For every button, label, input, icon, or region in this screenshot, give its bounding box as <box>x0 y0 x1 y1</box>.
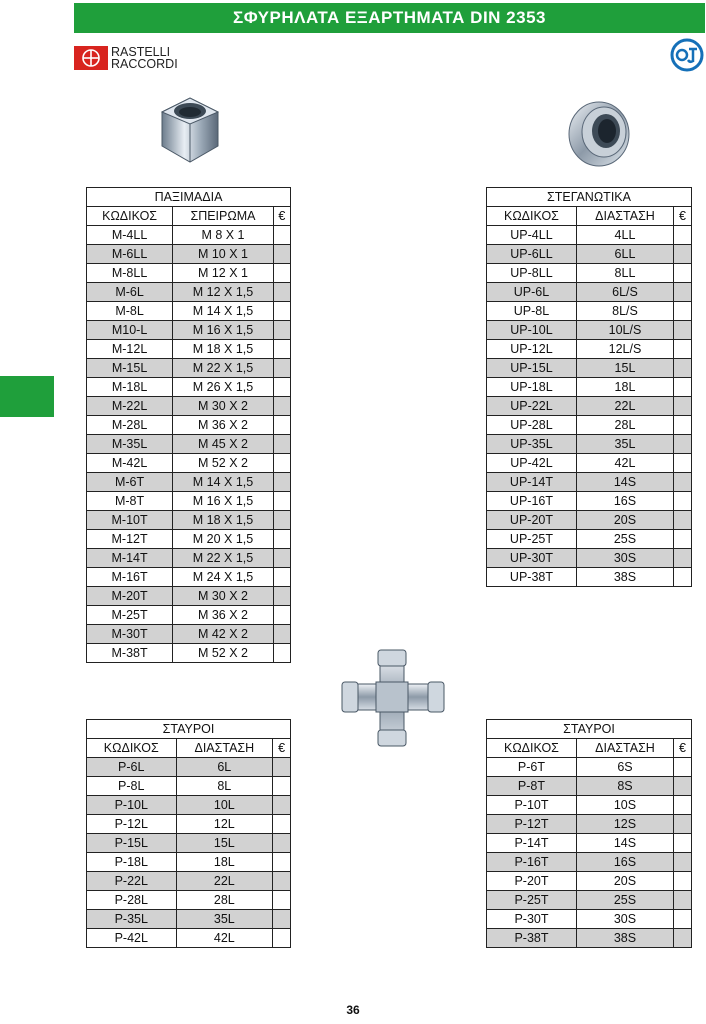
table-row <box>487 321 692 340</box>
seals-table <box>486 187 692 587</box>
part-size-cell: 42L <box>576 454 673 473</box>
part-size-cell: 22L <box>576 397 673 416</box>
table-row <box>487 853 692 872</box>
part-size-cell: 8S <box>576 777 673 796</box>
table-row <box>87 606 291 625</box>
part-size-cell: M 12 X 1,5 <box>173 283 274 302</box>
price-cell <box>674 511 692 530</box>
table-row <box>487 397 692 416</box>
price-cell <box>674 359 692 378</box>
price-cell <box>674 492 692 511</box>
table-row <box>87 435 291 454</box>
crosses-s-table <box>486 719 692 948</box>
part-size-cell: 25S <box>576 530 673 549</box>
part-size-cell: 35L <box>576 435 673 454</box>
price-cell <box>674 815 692 834</box>
part-size-cell: M 8 X 1 <box>173 226 274 245</box>
part-code-cell: UP-18L <box>487 378 577 397</box>
part-code-cell: UP-15L <box>487 359 577 378</box>
part-code-cell: M-38T <box>87 644 173 663</box>
price-cell <box>674 568 692 587</box>
table-row <box>87 321 291 340</box>
table-row <box>487 815 692 834</box>
price-cell <box>273 568 290 587</box>
table-row <box>87 511 291 530</box>
table-row <box>487 834 692 853</box>
price-cell <box>674 435 692 454</box>
price-cell <box>674 264 692 283</box>
part-size-cell: 12L/S <box>576 340 673 359</box>
part-code-cell: UP-20T <box>487 511 577 530</box>
part-size-cell: 8L/S <box>576 302 673 321</box>
part-code-cell: P-18L <box>87 853 177 872</box>
part-size-cell: 20S <box>576 872 673 891</box>
price-cell <box>674 378 692 397</box>
part-size-cell: M 45 X 2 <box>173 435 274 454</box>
brand-line-1: RASTELLI <box>111 45 171 59</box>
crosses-s-table-title: ΣΤΑΥΡΟΙ <box>487 720 692 739</box>
part-size-cell: M 30 X 2 <box>173 587 274 606</box>
part-size-cell: 14S <box>576 473 673 492</box>
part-size-cell: 8LL <box>576 264 673 283</box>
seals-table-title: ΣΤΕΓΑΝΩΤΙΚΑ <box>487 188 692 207</box>
part-code-cell: UP-8L <box>487 302 577 321</box>
part-code-cell: UP-6LL <box>487 245 577 264</box>
price-cell <box>273 378 290 397</box>
part-size-cell: M 14 X 1,5 <box>173 302 274 321</box>
table-row <box>487 454 692 473</box>
table-row <box>87 473 291 492</box>
crosses-l-table-title: ΣΤΑΥΡΟΙ <box>87 720 291 739</box>
table-row <box>487 302 692 321</box>
table-row <box>87 549 291 568</box>
price-cell <box>273 340 290 359</box>
table-row <box>487 796 692 815</box>
part-size-cell: 38S <box>576 568 673 587</box>
part-code-cell: M-25T <box>87 606 173 625</box>
part-size-cell: 30S <box>576 910 673 929</box>
column-header: € <box>273 739 291 758</box>
part-size-cell: M 18 X 1,5 <box>173 511 274 530</box>
part-code-cell: P-14T <box>487 834 577 853</box>
part-code-cell: UP-14T <box>487 473 577 492</box>
price-cell <box>273 549 290 568</box>
part-code-cell: P-6L <box>87 758 177 777</box>
table-row <box>87 777 291 796</box>
price-cell <box>273 891 291 910</box>
price-cell <box>273 587 290 606</box>
price-cell <box>674 777 692 796</box>
table-row <box>487 511 692 530</box>
price-cell <box>674 530 692 549</box>
part-code-cell: M10-L <box>87 321 173 340</box>
part-code-cell: P-38T <box>487 929 577 948</box>
part-size-cell: M 16 X 1,5 <box>173 321 274 340</box>
table-row <box>87 872 291 891</box>
table-row <box>487 473 692 492</box>
part-size-cell: 38S <box>576 929 673 948</box>
part-size-cell: M 10 X 1 <box>173 245 274 264</box>
price-cell <box>674 340 692 359</box>
part-size-cell: M 26 X 1,5 <box>173 378 274 397</box>
table-row <box>487 891 692 910</box>
table-row <box>87 302 291 321</box>
part-size-cell: 6L/S <box>576 283 673 302</box>
part-code-cell: UP-30T <box>487 549 577 568</box>
table-row <box>87 587 291 606</box>
table-row <box>487 283 692 302</box>
table-row <box>87 796 291 815</box>
part-code-cell: M-12L <box>87 340 173 359</box>
price-cell <box>273 245 290 264</box>
table-row <box>487 910 692 929</box>
price-cell <box>273 302 290 321</box>
part-size-cell: 10L <box>176 796 273 815</box>
column-header: ΣΠΕΙΡΩΜΑ <box>173 207 274 226</box>
part-code-cell: M-28L <box>87 416 173 435</box>
price-cell <box>273 264 290 283</box>
price-cell <box>273 853 291 872</box>
part-size-cell: 8L <box>176 777 273 796</box>
part-code-cell: M-8LL <box>87 264 173 283</box>
part-code-cell: P-42L <box>87 929 177 948</box>
brand-mark-icon <box>74 46 108 70</box>
part-size-cell: M 36 X 2 <box>173 416 274 435</box>
part-code-cell: P-20T <box>487 872 577 891</box>
column-header: ΚΩΔΙΚΟΣ <box>87 739 177 758</box>
hex-nut-image <box>154 84 226 168</box>
part-size-cell: M 52 X 2 <box>173 644 274 663</box>
brand-logo <box>74 44 194 72</box>
part-size-cell: M 42 X 2 <box>173 625 274 644</box>
table-row <box>87 226 291 245</box>
part-size-cell: 42L <box>176 929 273 948</box>
part-size-cell: 30S <box>576 549 673 568</box>
part-size-cell: 18L <box>176 853 273 872</box>
page-number: 36 <box>346 1003 360 1017</box>
column-header: € <box>674 739 692 758</box>
part-size-cell: 20S <box>576 511 673 530</box>
part-size-cell: 28L <box>576 416 673 435</box>
part-code-cell: M-42L <box>87 454 173 473</box>
crosses-l-table <box>86 719 291 948</box>
price-cell <box>674 929 692 948</box>
table-row <box>487 435 692 454</box>
part-code-cell: P-22L <box>87 872 177 891</box>
part-code-cell: UP-4LL <box>487 226 577 245</box>
part-code-cell: UP-38T <box>487 568 577 587</box>
table-row <box>487 340 692 359</box>
price-cell <box>674 454 692 473</box>
price-cell <box>674 853 692 872</box>
table-row <box>87 264 291 283</box>
part-size-cell: 16S <box>576 853 673 872</box>
part-code-cell: P-6T <box>487 758 577 777</box>
table-row <box>87 283 291 302</box>
sealing-ring-image <box>560 92 638 170</box>
part-size-cell: 22L <box>176 872 273 891</box>
part-code-cell: M-22L <box>87 397 173 416</box>
part-size-cell: 25S <box>576 891 673 910</box>
brand-line-2: RACCORDI <box>111 57 178 71</box>
price-cell <box>273 435 290 454</box>
table-row <box>87 359 291 378</box>
part-code-cell: M-18L <box>87 378 173 397</box>
part-size-cell: M 52 X 2 <box>173 454 274 473</box>
column-header: ΔΙΑΣΤΑΣΗ <box>576 739 673 758</box>
column-header: € <box>674 207 692 226</box>
price-cell <box>674 834 692 853</box>
price-cell <box>674 910 692 929</box>
part-size-cell: M 30 X 2 <box>173 397 274 416</box>
part-code-cell: M-16T <box>87 568 173 587</box>
part-size-cell: M 24 X 1,5 <box>173 568 274 587</box>
table-row <box>487 568 692 587</box>
part-code-cell: M-6LL <box>87 245 173 264</box>
table-row <box>487 549 692 568</box>
cross-fitting-image <box>340 648 446 750</box>
part-code-cell: P-15L <box>87 834 177 853</box>
part-code-cell: UP-35L <box>487 435 577 454</box>
table-row <box>87 340 291 359</box>
price-cell <box>674 549 692 568</box>
part-code-cell: M-35L <box>87 435 173 454</box>
price-cell <box>273 226 290 245</box>
price-cell <box>273 492 290 511</box>
part-code-cell: M-6T <box>87 473 173 492</box>
table-row <box>87 929 291 948</box>
price-cell <box>674 397 692 416</box>
part-code-cell: P-12T <box>487 815 577 834</box>
table-row <box>487 929 692 948</box>
part-code-cell: UP-6L <box>487 283 577 302</box>
price-cell <box>674 245 692 264</box>
price-cell <box>674 416 692 435</box>
part-code-cell: UP-28L <box>487 416 577 435</box>
table-row <box>487 872 692 891</box>
part-code-cell: P-25T <box>487 891 577 910</box>
price-cell <box>674 321 692 340</box>
price-cell <box>674 226 692 245</box>
table-row <box>487 359 692 378</box>
part-code-cell: P-10T <box>487 796 577 815</box>
table-row <box>87 853 291 872</box>
table-row <box>487 378 692 397</box>
part-code-cell: M-8L <box>87 302 173 321</box>
part-code-cell: M-30T <box>87 625 173 644</box>
part-size-cell: 12L <box>176 815 273 834</box>
column-header: ΚΩΔΙΚΟΣ <box>487 207 577 226</box>
table-row <box>87 397 291 416</box>
table-row <box>87 568 291 587</box>
price-cell <box>273 815 291 834</box>
price-cell <box>273 359 290 378</box>
part-code-cell: M-10T <box>87 511 173 530</box>
table-row <box>487 416 692 435</box>
table-row <box>487 530 692 549</box>
part-size-cell: 14S <box>576 834 673 853</box>
part-code-cell: M-4LL <box>87 226 173 245</box>
table-row <box>87 492 291 511</box>
column-header: € <box>273 207 290 226</box>
part-code-cell: UP-42L <box>487 454 577 473</box>
price-cell <box>273 511 290 530</box>
table-row <box>487 245 692 264</box>
price-cell <box>273 283 290 302</box>
section-tab <box>0 376 54 417</box>
part-size-cell: 18L <box>576 378 673 397</box>
part-size-cell: 6S <box>576 758 673 777</box>
price-cell <box>273 758 291 777</box>
part-size-cell: 4LL <box>576 226 673 245</box>
price-cell <box>273 606 290 625</box>
table-row <box>87 815 291 834</box>
table-row <box>487 264 692 283</box>
part-size-cell: M 22 X 1,5 <box>173 549 274 568</box>
column-header: ΚΩΔΙΚΟΣ <box>87 207 173 226</box>
column-header: ΔΙΑΣΤΑΣΗ <box>576 207 673 226</box>
table-row <box>87 245 291 264</box>
part-code-cell: P-30T <box>487 910 577 929</box>
part-code-cell: P-8L <box>87 777 177 796</box>
part-code-cell: M-8T <box>87 492 173 511</box>
price-cell <box>273 397 290 416</box>
price-cell <box>273 454 290 473</box>
part-size-cell: 15L <box>576 359 673 378</box>
part-size-cell: 15L <box>176 834 273 853</box>
part-size-cell: M 14 X 1,5 <box>173 473 274 492</box>
part-code-cell: M-20T <box>87 587 173 606</box>
table-row <box>87 454 291 473</box>
part-code-cell: UP-25T <box>487 530 577 549</box>
price-cell <box>273 644 290 663</box>
price-cell <box>674 302 692 321</box>
table-row <box>87 758 291 777</box>
price-cell <box>273 872 291 891</box>
price-cell <box>273 777 291 796</box>
table-row <box>87 625 291 644</box>
part-code-cell: UP-8LL <box>487 264 577 283</box>
table-row <box>87 834 291 853</box>
price-cell <box>273 929 291 948</box>
table-row <box>87 910 291 929</box>
part-size-cell: 6LL <box>576 245 673 264</box>
table-row <box>87 530 291 549</box>
table-row <box>87 378 291 397</box>
part-code-cell: M-6L <box>87 283 173 302</box>
nuts-table-title: ΠΑΞΙΜΑΔΙΑ <box>87 188 291 207</box>
column-header: ΚΩΔΙΚΟΣ <box>487 739 577 758</box>
page-title-banner <box>74 3 705 33</box>
price-cell <box>674 283 692 302</box>
column-header: ΔΙΑΣΤΑΣΗ <box>176 739 273 758</box>
price-cell <box>674 891 692 910</box>
table-row <box>487 758 692 777</box>
part-code-cell: UP-22L <box>487 397 577 416</box>
part-size-cell: M 12 X 1 <box>173 264 274 283</box>
part-code-cell: UP-12L <box>487 340 577 359</box>
price-cell <box>273 321 290 340</box>
part-code-cell: P-10L <box>87 796 177 815</box>
table-row <box>87 644 291 663</box>
manufacturer-logo-icon <box>670 38 704 72</box>
part-size-cell: 12S <box>576 815 673 834</box>
part-code-cell: M-12T <box>87 530 173 549</box>
part-code-cell: M-15L <box>87 359 173 378</box>
table-row <box>487 492 692 511</box>
price-cell <box>273 416 290 435</box>
part-size-cell: 28L <box>176 891 273 910</box>
price-cell <box>273 625 290 644</box>
part-code-cell: UP-16T <box>487 492 577 511</box>
table-row <box>87 416 291 435</box>
price-cell <box>273 473 290 492</box>
part-size-cell: M 36 X 2 <box>173 606 274 625</box>
part-size-cell: 6L <box>176 758 273 777</box>
part-code-cell: P-12L <box>87 815 177 834</box>
part-code-cell: P-16T <box>487 853 577 872</box>
price-cell <box>273 834 291 853</box>
price-cell <box>273 796 291 815</box>
table-row <box>487 226 692 245</box>
price-cell <box>273 530 290 549</box>
part-code-cell: P-28L <box>87 891 177 910</box>
part-code-cell: M-14T <box>87 549 173 568</box>
part-code-cell: P-35L <box>87 910 177 929</box>
nuts-table <box>86 187 291 663</box>
part-size-cell: 10S <box>576 796 673 815</box>
page-title: ΣΦΥΡΗΛΑΤΑ ΕΞΑΡΤΗΜΑΤΑ DIN 2353 <box>233 8 546 27</box>
part-size-cell: M 22 X 1,5 <box>173 359 274 378</box>
table-row <box>487 777 692 796</box>
price-cell <box>674 473 692 492</box>
table-row <box>87 891 291 910</box>
part-size-cell: M 20 X 1,5 <box>173 530 274 549</box>
part-code-cell: P-8T <box>487 777 577 796</box>
price-cell <box>273 910 291 929</box>
part-size-cell: M 16 X 1,5 <box>173 492 274 511</box>
part-size-cell: M 18 X 1,5 <box>173 340 274 359</box>
part-size-cell: 35L <box>176 910 273 929</box>
price-cell <box>674 758 692 777</box>
price-cell <box>674 872 692 891</box>
part-code-cell: UP-10L <box>487 321 577 340</box>
price-cell <box>674 796 692 815</box>
part-size-cell: 16S <box>576 492 673 511</box>
part-size-cell: 10L/S <box>576 321 673 340</box>
